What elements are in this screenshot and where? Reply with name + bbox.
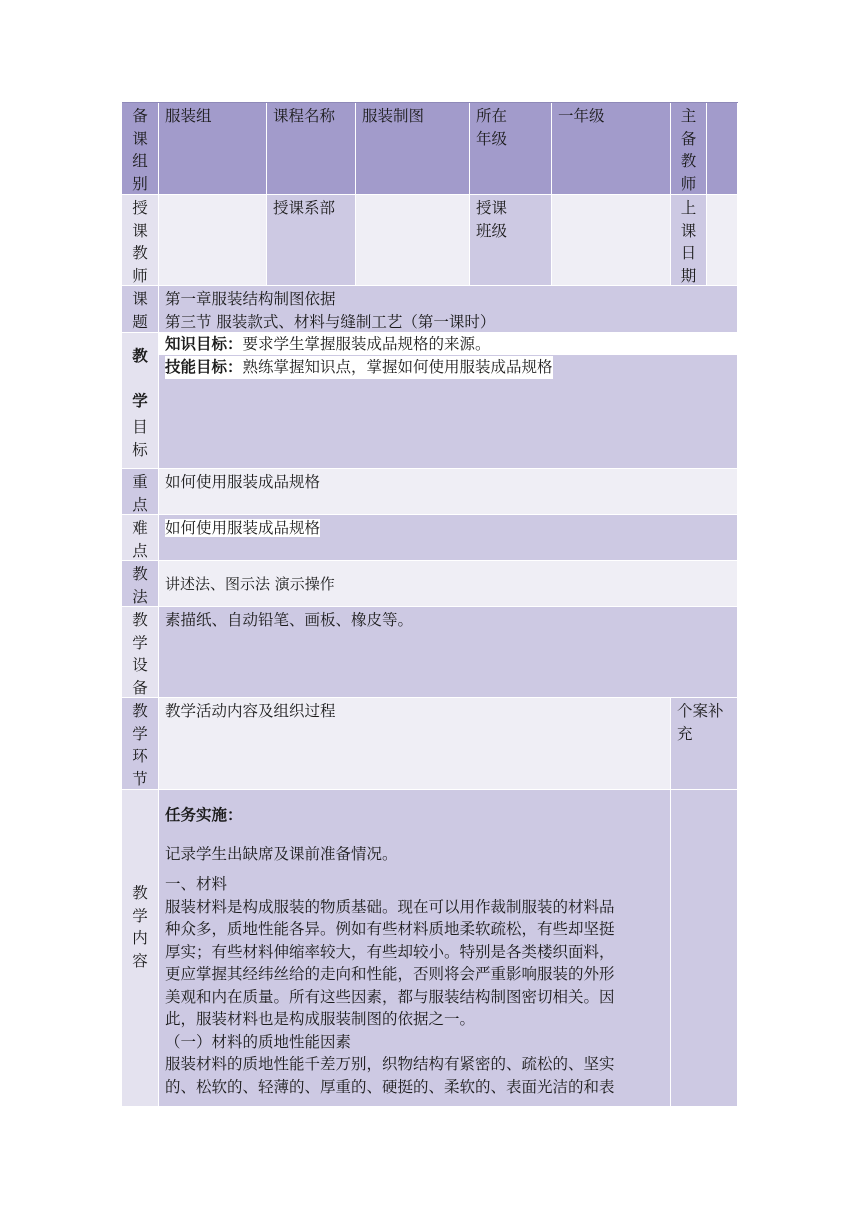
date-label — [671, 195, 707, 286]
content-label-char: 容 — [132, 951, 148, 970]
topic-label-char: 课 — [132, 290, 148, 308]
content-line: 服装材料是构成服装的物质基础。现在可以用作裁制服装的材料品 — [165, 897, 615, 916]
equipment-label-char: 备 — [132, 678, 148, 697]
content-label-char: 学 — [132, 906, 148, 925]
group-value: 服装组 — [159, 103, 267, 195]
method-value: 讲述法、图示法 演示操作 — [159, 561, 738, 607]
teacher-label-char: 课 — [132, 221, 148, 240]
goals-label-char: 标 — [132, 440, 148, 459]
content-body — [165, 873, 664, 1098]
main-teacher-char: 主 — [680, 107, 697, 125]
content-line: 服装材料的质地性能千差万别，织物结构有紧密的、疏松的、坚实 — [165, 1055, 615, 1073]
grade-label-line: 年级 — [476, 129, 508, 148]
content-line: 的、松软的、轻薄的、厚重的、硬挺的、柔软的、表面光洁的和表 — [165, 1077, 615, 1096]
attendance-note: 记录学生出缺席及课前准备情况。 — [165, 845, 398, 863]
content-line: 种众多，质地性能各异。例如有些材料质地柔软疏松，有些却坚挺 — [165, 920, 615, 938]
dept-label: 授课系部 — [267, 195, 356, 286]
date-label-char: 日 — [680, 244, 697, 262]
date-label-char: 期 — [680, 266, 697, 285]
difficulty-label-char: 难 — [132, 519, 148, 537]
class-value — [552, 195, 671, 286]
teacher-label-char: 授 — [132, 199, 148, 217]
grade-value: 一年级 — [552, 103, 671, 195]
task-title: 任务实施： — [165, 806, 243, 824]
method-label — [122, 561, 159, 607]
group-label — [122, 103, 159, 195]
stage-value: 教学活动内容及组织过程 — [159, 698, 671, 790]
goals-label-char: 学 — [132, 391, 148, 410]
supplement-line: 个案补 — [677, 702, 724, 720]
key-point-value: 如何使用服装成品规格 — [159, 469, 738, 515]
content-label — [122, 790, 159, 1107]
difficulty-value — [159, 515, 738, 561]
stage-label-char: 环 — [132, 747, 148, 765]
group-label-char: 别 — [132, 174, 148, 193]
group-label-char: 备 — [132, 107, 148, 125]
date-value — [707, 195, 738, 286]
goals-label-char: 教 — [132, 347, 148, 365]
content-line: 美观和内在质量。所有这些因素，都与服装结构制图密切相关。因 — [165, 987, 615, 1006]
key-point-label-char: 点 — [132, 495, 148, 514]
teacher-label-char: 教 — [132, 244, 148, 262]
skill-goal-label: 技能目标： — [165, 358, 243, 376]
teacher-label — [122, 195, 159, 286]
key-point-label-char: 重 — [132, 473, 148, 491]
method-label-char: 法 — [132, 587, 148, 606]
teacher-value — [159, 195, 267, 286]
skill-goal-text: 熟练掌握知识点，掌握如何使用服装成品规格 — [242, 358, 553, 376]
knowledge-goal-text: 要求学生掌握服装成品规格的来源。 — [242, 335, 491, 353]
teacher-label-char: 师 — [132, 266, 148, 285]
content-supplement — [671, 790, 738, 1107]
difficulty-label — [122, 515, 159, 561]
topic-label-char: 题 — [132, 312, 148, 331]
main-teacher-label — [671, 103, 707, 195]
supplement-line: 充 — [677, 724, 693, 743]
equipment-label-char: 设 — [132, 656, 148, 674]
course-value: 服装制图 — [356, 103, 470, 195]
date-label-char: 上 — [680, 199, 697, 217]
topic-label — [122, 286, 159, 333]
content-value — [159, 790, 671, 1107]
equipment-label-char: 教 — [132, 611, 148, 629]
stage-label-char: 节 — [132, 769, 148, 788]
content-label-char: 教 — [132, 884, 148, 902]
main-teacher-char: 教 — [680, 152, 697, 170]
difficulty-label-char: 点 — [132, 541, 148, 560]
topic-value — [159, 286, 738, 333]
equipment-label-char: 学 — [132, 633, 148, 652]
method-label-char: 教 — [132, 565, 148, 583]
content-line: 厚实；有些材料伸缩率较大，有些却较小。特别是各类楼织面料， — [165, 942, 615, 961]
skill-goal — [159, 355, 737, 469]
supplement-label — [671, 698, 738, 790]
dept-value — [356, 195, 470, 286]
main-teacher-char: 师 — [680, 174, 697, 193]
course-label: 课程名称 — [267, 103, 356, 195]
stage-label-char: 学 — [132, 724, 148, 743]
equipment-label — [122, 607, 159, 698]
stage-label — [122, 698, 159, 790]
class-label-line: 授课 — [476, 199, 508, 217]
topic-chapter: 第一章服装结构制图依据 — [165, 290, 336, 308]
class-label — [470, 195, 552, 286]
goals-label — [122, 333, 159, 469]
main-teacher-char: 备 — [680, 129, 697, 148]
stage-label-char: 教 — [132, 702, 148, 720]
knowledge-goal-label: 知识目标： — [165, 335, 243, 353]
main-teacher-value — [707, 103, 738, 195]
content-line: 一、材料 — [165, 875, 228, 893]
content-line: 此，服装材料也是构成服装制图的依据之一。 — [165, 1010, 476, 1028]
equipment-value: 素描纸、自动铅笔、画板、橡皮等。 — [159, 607, 738, 698]
grade-label-line: 所在 — [476, 107, 508, 125]
goals-label-char: 目 — [132, 418, 148, 436]
content-line: 更应掌握其经纬丝给的走向和性能，否则将会严重影响服装的外形 — [165, 965, 615, 983]
date-label-char: 课 — [680, 221, 697, 240]
topic-section: 第三节 服装款式、材料与缝制工艺（第一课时） — [165, 312, 496, 331]
content-label-char: 内 — [132, 929, 148, 947]
grade-label — [470, 103, 552, 195]
content-line: （一）材料的质地性能因素 — [165, 1032, 352, 1051]
group-label-char: 组 — [132, 152, 148, 170]
class-label-line: 班级 — [476, 221, 508, 240]
lesson-plan-table — [122, 103, 738, 1107]
difficulty-text: 如何使用服装成品规格 — [165, 519, 321, 537]
group-label-char: 课 — [132, 129, 148, 148]
knowledge-goal — [159, 333, 737, 355]
goals-value — [159, 333, 738, 469]
key-point-label — [122, 469, 159, 515]
